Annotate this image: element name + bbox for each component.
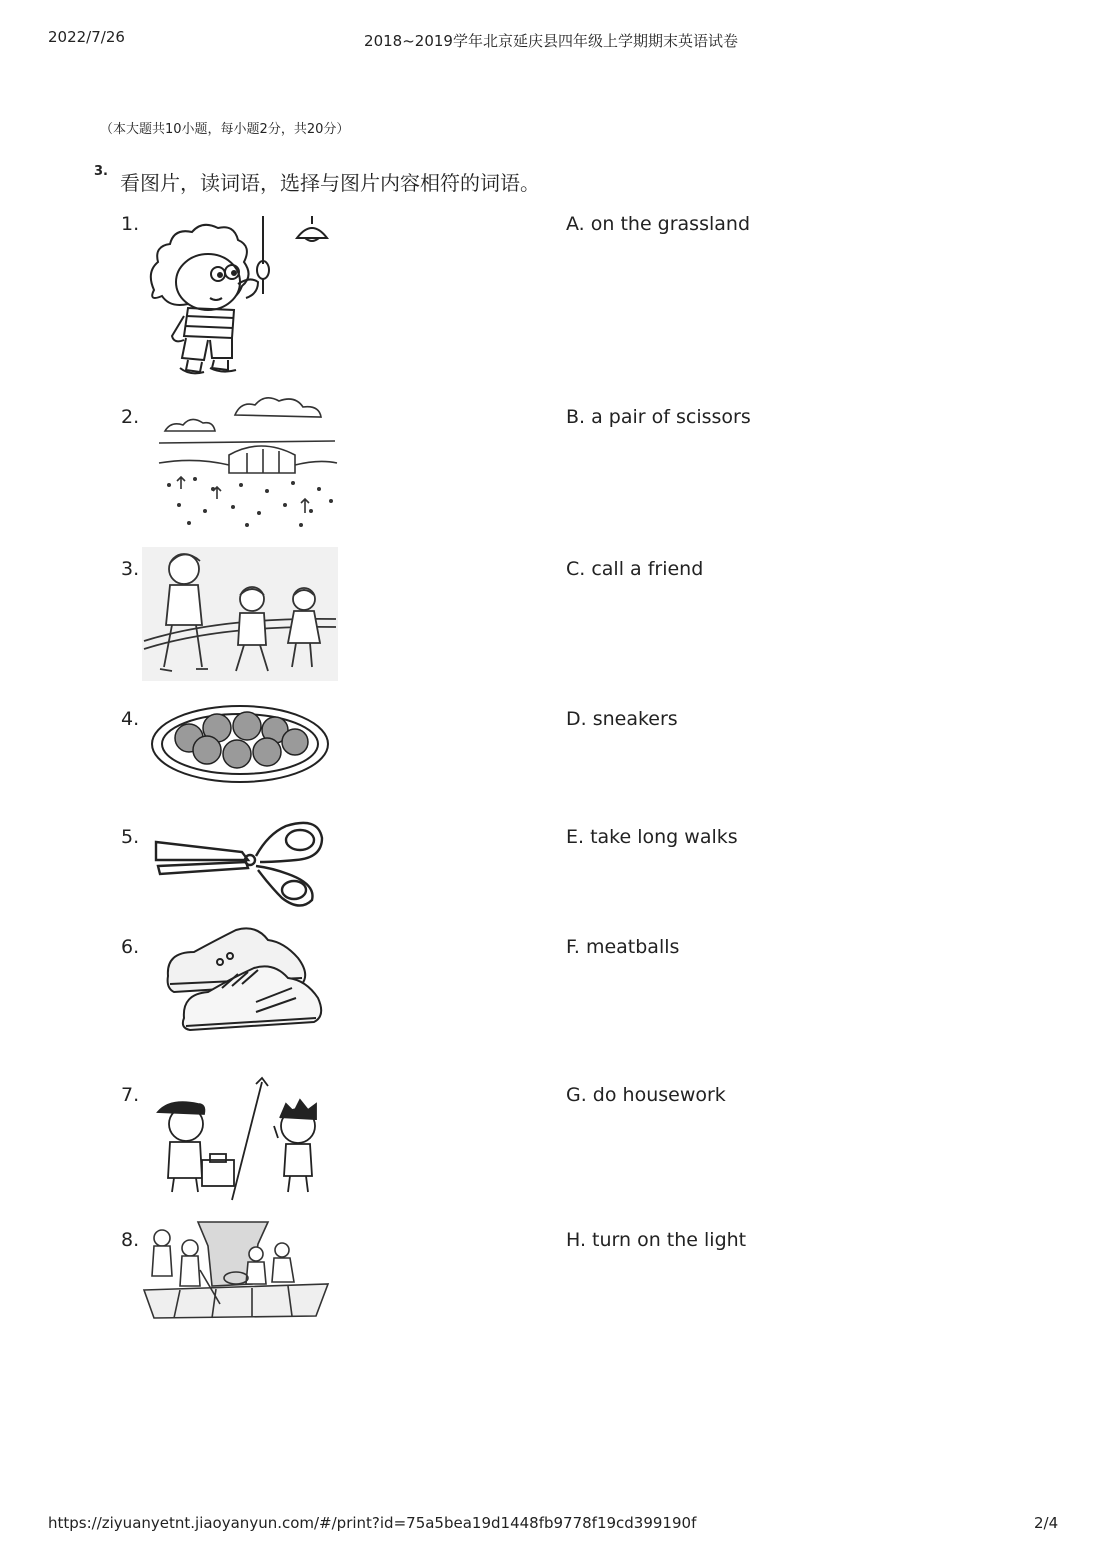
- item-number: 1.: [121, 213, 140, 235]
- option-b: B. a pair of scissors: [566, 406, 751, 428]
- footer-url: https://ziyuanyetnt.jiaoyanyun.com/#/print?id=75a5bea19d1448fb9778f19cd399190f: [48, 1514, 697, 1532]
- item-number: 2.: [121, 406, 140, 428]
- sneakers-picture: [160, 922, 326, 1046]
- meatballs-plate-picture: [145, 700, 335, 788]
- phone-call-picture: [150, 1074, 340, 1204]
- question-instruction: 看图片，读词语，选择与图片内容相符的词语。: [120, 171, 540, 195]
- item-number: 7.: [121, 1084, 140, 1106]
- item-number: 6.: [121, 936, 140, 958]
- option-c: C. call a friend: [566, 558, 704, 580]
- page-title: 2018~2019学年北京延庆县四年级上学期期末英语试卷: [364, 32, 738, 50]
- item-number: 3.: [121, 558, 140, 580]
- print-date: 2022/7/26: [48, 28, 125, 46]
- page-number: 2/4: [1034, 1514, 1059, 1532]
- item-number: 8.: [121, 1229, 140, 1251]
- option-d: D. sneakers: [566, 708, 678, 730]
- children-walking-picture: [140, 545, 340, 683]
- item-number: 5.: [121, 826, 140, 848]
- grassland-yurt-picture: [155, 393, 340, 533]
- option-f: F. meatballs: [566, 936, 680, 958]
- option-a: A. on the grassland: [566, 213, 751, 235]
- option-g: G. do housework: [566, 1084, 726, 1106]
- boy-turning-on-light-picture: [140, 212, 340, 377]
- section-note: （本大题共10小题，每小题2分，共20分）: [100, 122, 350, 137]
- option-h: H. turn on the light: [566, 1229, 747, 1251]
- question-number: 3.: [94, 164, 108, 179]
- item-number: 4.: [121, 708, 140, 730]
- family-housework-picture: [140, 1220, 332, 1320]
- scissors-picture: [150, 816, 330, 908]
- option-e: E. take long walks: [566, 826, 738, 848]
